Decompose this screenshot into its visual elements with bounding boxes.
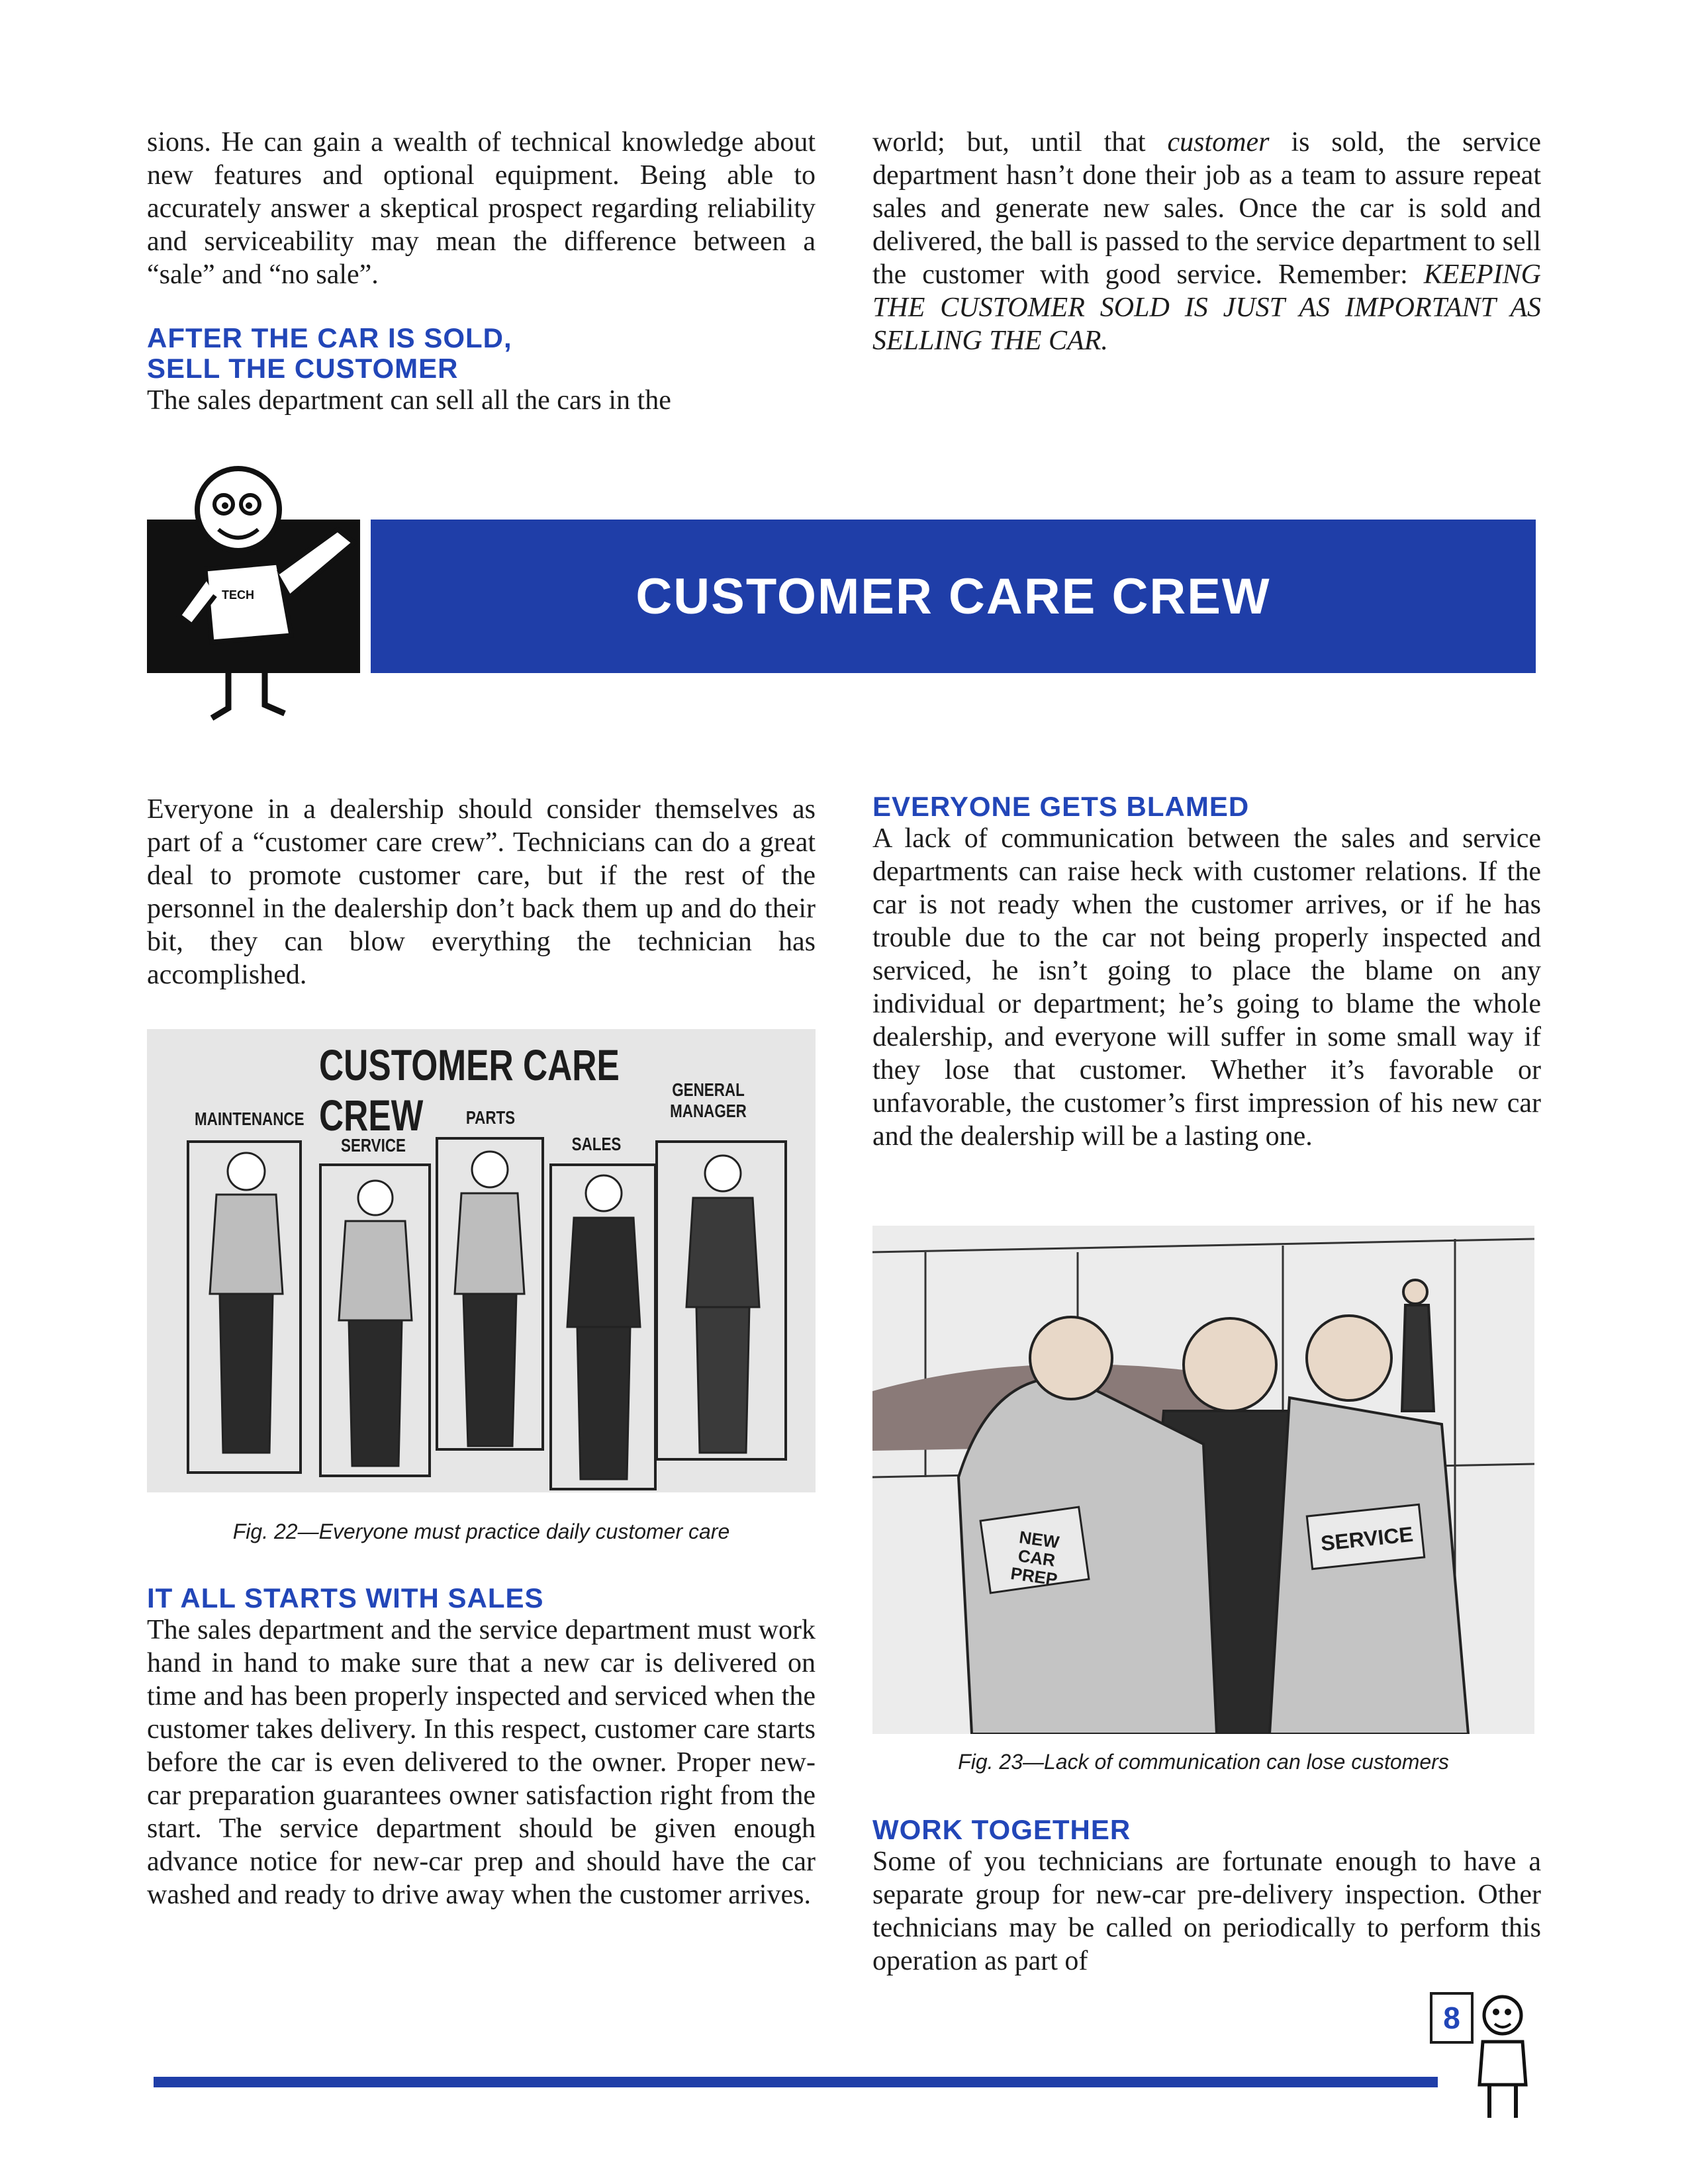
text-run: world; but, until that: [872, 127, 1168, 158]
mascot-footer-icon: [1463, 1992, 1536, 2124]
figure-23-caption: Fig. 23—Lack of communication can lose customers: [958, 1750, 1449, 1774]
section-banner: [371, 520, 1536, 673]
footer-rule: [154, 2077, 1438, 2087]
left-intro: [147, 793, 816, 991]
badge-new-car-prep: NEW CAR PREP: [1009, 1527, 1061, 1590]
paragraph: sions. He can gain a wealth of technical knowledge about new features and optional equipment. Being able to accurately answer a skeptical prospect regarding reliability and serviceability may mean the difference between a “sale” and “no sale”.: [147, 127, 816, 290]
paragraph: Everyone in a dealership should consider themselves as part of a “customer care crew”. Technicians can do a great deal to promote customer care, but if the rest of the personnel in the dealership don’t back them up and do their bit, they can blow everything the technician has accomplished.: [147, 794, 816, 990]
section-heading: IT ALL STARTS WITH SALES: [147, 1582, 544, 1614]
top-right-column: [872, 126, 1541, 357]
top-left-column: [147, 126, 816, 417]
right-top-section: [872, 792, 1541, 1153]
paragraph: Some of you technicians are fortunate enough to have a separate group for new-car pre-delivery inspection. Other technicians may be called on periodically to perform this operation as part of: [872, 1846, 1541, 1976]
label-general-manager: GENERAL MANAGER: [670, 1079, 747, 1121]
crew-figures: [147, 1029, 816, 1492]
figure-23-illustration: [872, 1226, 1534, 1734]
emphasis: customer: [1167, 127, 1270, 158]
label-maintenance: MAINTENANCE: [195, 1109, 305, 1129]
badge-service: SERVICE: [1319, 1522, 1415, 1556]
banner-title: CUSTOMER CARE CREW: [635, 568, 1271, 625]
left-bottom-section: [147, 1583, 816, 1911]
label-parts: PARTS: [465, 1107, 516, 1128]
paragraph: The sales department and the service department must work hand in hand to make sure that a new car is delivered on time and has been properly inspected and serviced when the customer takes delivery. In this respect, customer care starts before the car is even delivered to the owner. Proper new-car preparation guarantees owner satisfaction right from the start. The service department should be given enough advance notice for new-car prep and should have the car washed and ready to drive away when the customer arrives.: [147, 1615, 816, 1910]
figure-22-caption: Fig. 22—Everyone must practice daily customer care: [232, 1520, 730, 1543]
figure-title: CUSTOMER CARE CREW: [319, 1040, 620, 1140]
section-heading: EVERYONE GETS BLAMED: [872, 791, 1250, 822]
emphasis: KEEPING THE CUSTOMER SOLD IS JUST AS IMPORTANT AS SELLING THE CAR.: [872, 259, 1541, 356]
scene-illustration: [872, 1226, 1534, 1734]
paragraph: A lack of communication between the sales and service departments can raise heck with customer relations. If the car is not ready when the customer arrives, or if he has trouble due to the car not being properly inspected and serviced, he isn’t going to place the blame on any individual or department; he’s going to blame the whole dealership, and everyone will suffer in some small way if they lose that customer. Whether it’s favorable or unfavorable, the customer’s first impression of his new car and the dealership will be a lasting one.: [872, 823, 1541, 1152]
svg-text:TECH: TECH: [222, 588, 254, 602]
paragraph: The sales department can sell all the cars in the: [147, 385, 671, 416]
section-heading-line1: AFTER THE CAR IS SOLD,: [147, 322, 512, 353]
figure-22-illustration: [147, 1029, 816, 1492]
label-sales: SALES: [571, 1134, 622, 1154]
mascot-illustration: [165, 463, 384, 728]
right-bottom-section: [872, 1815, 1541, 1978]
section-heading: WORK TOGETHER: [872, 1814, 1131, 1845]
label-service: SERVICE: [341, 1135, 406, 1156]
page-number: 8: [1430, 1992, 1474, 2044]
paragraph: [872, 126, 1541, 357]
text-run: is sold, the service department hasn’t done their job as a team to assure repeat sales and generate new sales. Once the car is sold and delivered, the ball is passed to the service department to sell the customer with good service. Remember:: [872, 127, 1541, 290]
section-heading-line2: SELL THE CUSTOMER: [147, 353, 459, 384]
